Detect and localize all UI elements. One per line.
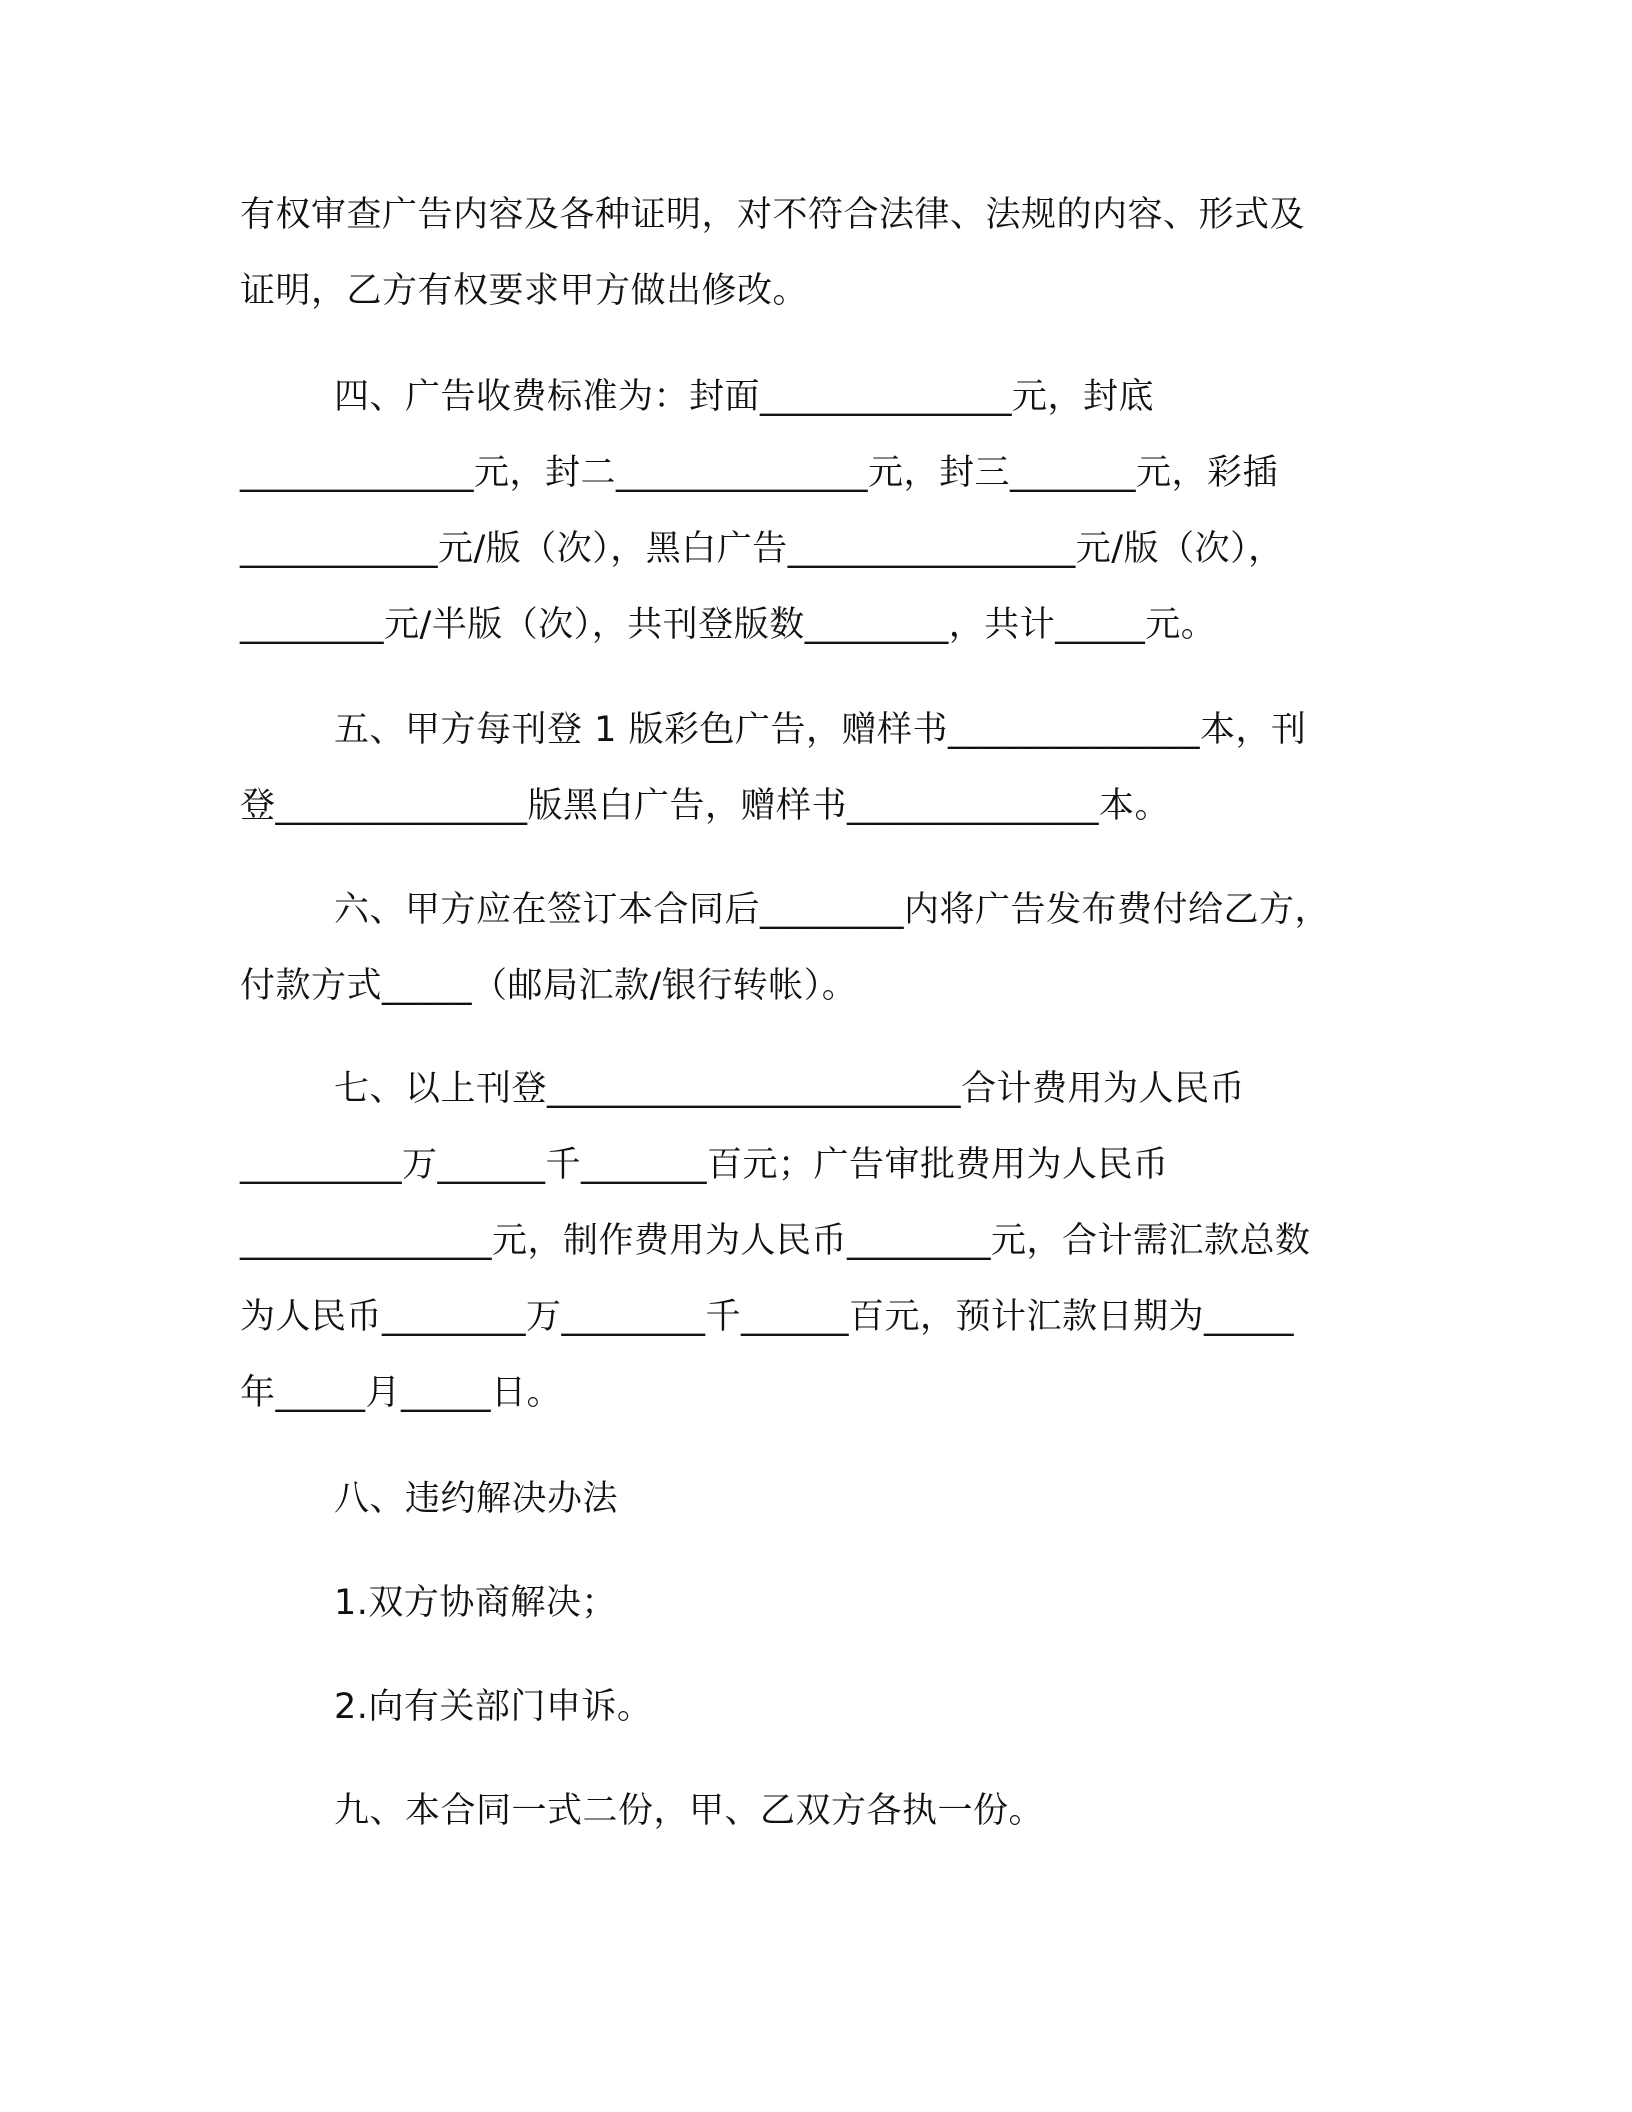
text-line: 有权审查广告内容及各种证明，对不符合法律、法规的内容、形式及 (240, 195, 1306, 235)
text-line: 年_____月_____日。 (240, 1373, 563, 1413)
text-line: _________万______千_______百元；广告审批费用为人民币 (240, 1145, 1169, 1185)
text-line: 四、广告收费标准为：封面______________元，封底 (334, 377, 1155, 417)
text-line: 七、以上刊登_______________________合计费用为人民币 (334, 1069, 1246, 1109)
text-line: 九、本合同一式二份，甲、乙双方各执一份。 (334, 1791, 1045, 1831)
text-line: 五、甲方每刊登 1 版彩色广告，赠样书______________本，刊 (334, 710, 1307, 750)
text-line: 六、甲方应在签订本合同后________内将广告发布费付给乙方， (334, 890, 1331, 930)
text-line: 为人民币________万________千______百元，预计汇款日期为_____ (240, 1297, 1295, 1337)
text-line: 证明，乙方有权要求甲方做出修改。 (240, 271, 809, 311)
text-line: ________元/半版（次），共刊登版数________，共计_____元。 (240, 605, 1217, 645)
text-line: 付款方式_____（邮局汇款/银行转帐）。 (240, 966, 858, 1006)
text-line: ______________元，制作费用为人民币________元，合计需汇款总数 (240, 1221, 1311, 1261)
list-item: 2.向有关部门申诉。 (334, 1687, 653, 1727)
section-heading: 八、违约解决办法 (334, 1479, 619, 1519)
list-item: 1.双方协商解决； (334, 1583, 617, 1623)
text-line: 登______________版黑白广告，赠样书______________本。 (240, 786, 1171, 826)
text-line: ___________元/版（次），黑白广告________________元/版（次）， (240, 529, 1284, 569)
text-line: _____________元，封二______________元，封三_______元，彩插 (240, 453, 1279, 493)
